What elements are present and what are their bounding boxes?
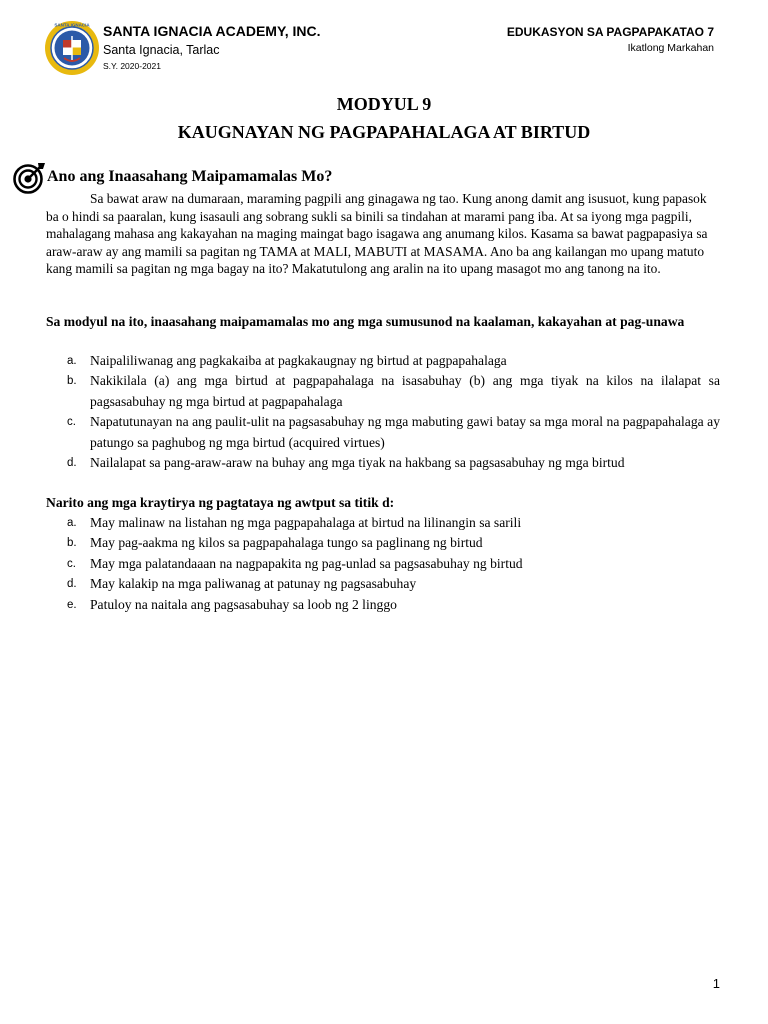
school-year: S.Y. 2020-2021 [103, 61, 161, 71]
list-item-text: Nakikilala (a) ang mga birtud at pagpapahalaga na isasabuhay (b) ang mga tiyak na kilos na ilalapat sa pagsasabuhay ng mga birtud at pagpapahalaga [90, 373, 720, 409]
list-marker: d. [67, 578, 77, 591]
subject-name: EDUKASYON SA PAGPAPAKATAO 7 [506, 25, 714, 39]
school-name: SANTA IGNACIA ACADEMY, INC. [103, 23, 321, 39]
school-location: Santa Ignacia, Tarlac [103, 43, 220, 57]
intro-text: Sa bawat araw na dumaraan, maraming pagpili ang ginagawa ng tao. Kung anong damit ang isusuot, kung papasok ba o hindi sa paaralan, kung isasauli ang sobrang sukli sa binili sa tindahan at marami pang iba. At sa iyong mga pagpili, mahalagang mahasa ang kakayahan na maging maingat bago isagawa ang anumang kilos. Kasama sa bawat pagpapasiya sa araw-araw ay ang mamili sa pagitan ng TAMA at MALI, MABUTI at MASAMA. Ano ba ang kailangan mo upang matuto kang mamili sa pagitan ng mga bagay na ito? Makatutulong ang aralin na ito upang masagot mo ang tanong na ito. [46, 191, 708, 277]
quarter-label: Ikatlong Markahan [627, 42, 714, 54]
intro-paragraph [46, 190, 718, 278]
list-item [46, 351, 720, 371]
objectives-list [46, 351, 720, 473]
page-number: 1 [712, 976, 720, 991]
module-number: MODYUL 9 [336, 94, 432, 114]
list-item [46, 595, 720, 615]
list-item [46, 371, 720, 412]
list-item [46, 574, 720, 594]
list-item-text: Napatutunayan na ang paulit-ulit na pagsasabuhay ng mga mabuting gawi batay sa mga moral na pagpapahalaga ay patungo sa paghubog ng mga birtud (acquired virtues) [90, 414, 720, 450]
list-item-text: May mga palatandaaan na nagpapakita ng pag-unlad sa pagsasabuhay ng birtud [90, 555, 523, 571]
list-item-text: May pag-aakma ng kilos sa pagpapahalaga tungo sa paglinang ng birtud [90, 535, 483, 551]
criteria-list [46, 513, 720, 615]
list-marker: c. [67, 557, 76, 570]
list-item [46, 533, 720, 553]
section-heading: Ano ang Inaasahang Maipamamalas Mo? [47, 168, 333, 185]
list-marker: e. [67, 598, 77, 611]
subject-info [507, 24, 714, 55]
list-item [46, 412, 720, 453]
list-item-text: May kalakip na mga paliwanag at patunay ng pagsasabuhay [90, 576, 417, 592]
list-item-text: May malinaw na listahan ng mga pagpapahalaga at birtud na lilinangin sa sarili [90, 515, 522, 530]
list-marker: a. [67, 517, 77, 529]
svg-text:SANTA IGNACIA: SANTA IGNACIA [54, 22, 90, 28]
list-item-text: Naipaliliwanag ang pagkakaiba at pagkakaugnay ng birtud at pagpapahalaga [90, 353, 507, 368]
list-item [46, 554, 720, 574]
list-marker: b. [67, 375, 77, 388]
list-item-text: Nailalapat sa pang-araw-araw na buhay ang mga tiyak na hakbang sa pagsasabuhay ng mga birtud [90, 455, 625, 471]
list-marker: c. [67, 416, 76, 429]
list-item-text: Patuloy na naitala ang pagsasabuhay sa loob ng 2 linggo [90, 596, 397, 612]
list-marker: a. [67, 355, 77, 367]
target-icon [12, 161, 46, 195]
school-info [103, 22, 321, 72]
criteria-heading: Narito ang mga kraytirya ng pagtataya ng awtput sa titik d: [46, 495, 395, 510]
list-item [46, 453, 720, 473]
module-title: KAUGNAYAN NG PAGPAPAHALAGA AT BIRTUD [177, 122, 591, 142]
list-marker: b. [67, 537, 77, 550]
objectives-heading: Sa modyul na ito, inaasahang maipamamalas mo ang mga sumusunod na kaalaman, kakayahan at pag-unawa [46, 314, 685, 329]
list-marker: d. [67, 457, 77, 470]
school-seal-icon [44, 20, 100, 76]
list-item [46, 513, 720, 533]
